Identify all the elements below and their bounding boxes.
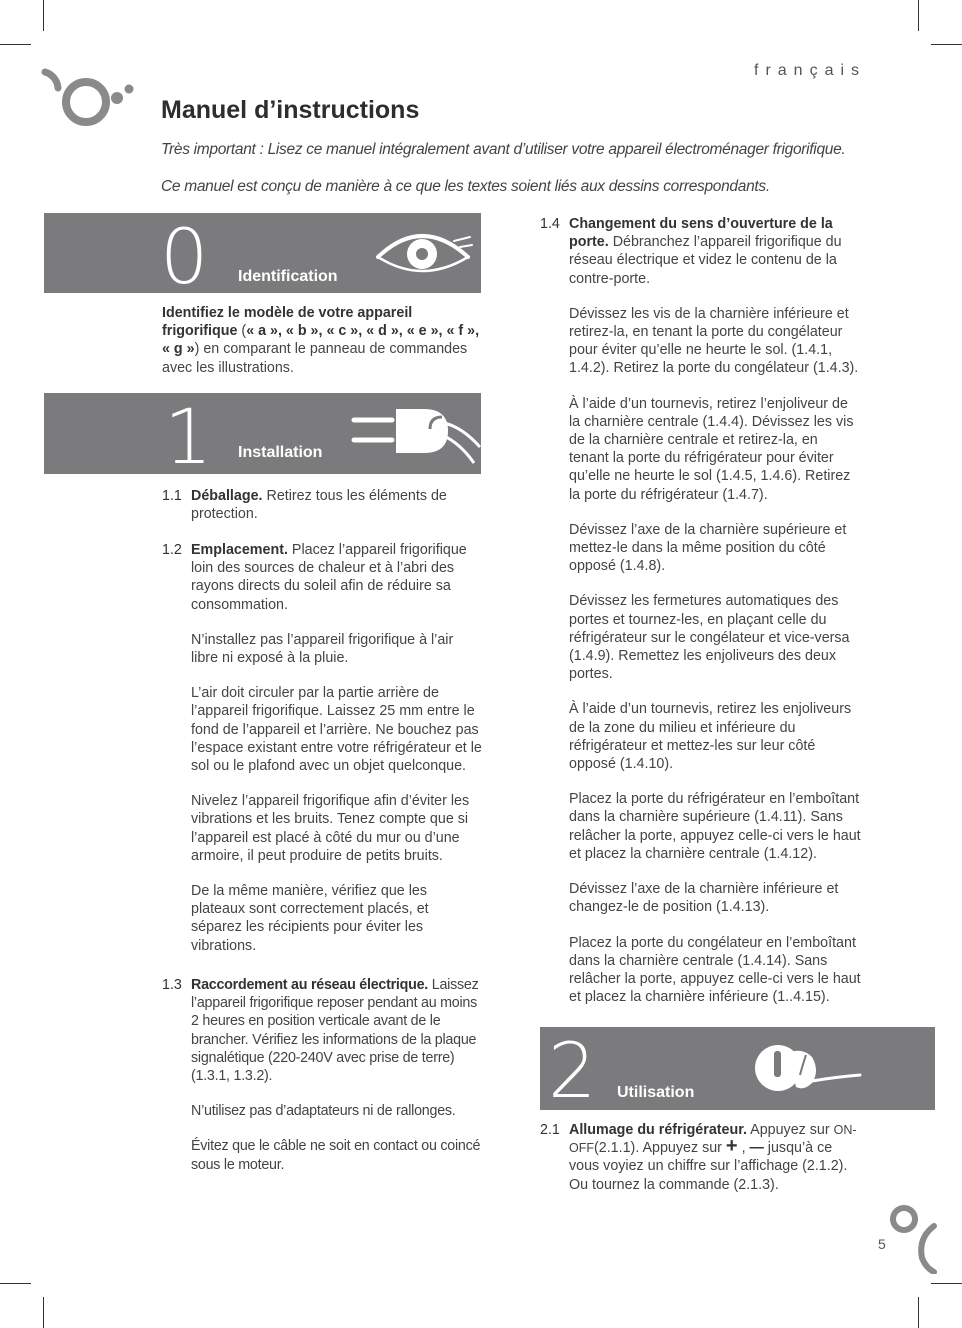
plus-icon: + — [725, 1135, 738, 1158]
crop-mark — [931, 44, 962, 45]
item-paragraph: Dévissez l’axe de la charnière inférieure et changez-le de position (1.4.13). — [569, 881, 839, 916]
item-text: , — [737, 1140, 750, 1157]
item-paragraph: À l’aide d’un tournevis, retirez l’enjoliveur de la charnière centrale (1.4.4). Dévissez les vis de la charnière centrale et retirez-la, en tenant la porte du réfrigérateur pour éviter qu’elle ne heurte le sol (1.4.5, 1.4.6). Retirez la porte du réfrigérateur (1.4.7). — [569, 395, 854, 503]
item-number: 1.4 — [540, 216, 560, 232]
item-title: Raccordement au réseau électrique. — [191, 977, 429, 993]
item-1-4 — [569, 215, 861, 1006]
item-paragraph: L’air doit circuler par la partie arrière de l’appareil frigorifique. Laissez 25 mm entre le fond de l’appareil et l’arrière. Ne bouchez pas l’espace existant entre votre réfrigérateur et le sol ou le plafond avec un objet quelconque. — [191, 685, 482, 775]
identification-models: « a », « b », « c », « d », « e », « f », « g » — [162, 323, 480, 358]
crop-mark — [0, 44, 31, 45]
crop-mark — [931, 1283, 962, 1284]
crop-mark — [918, 1297, 919, 1328]
item-1-3 — [191, 976, 483, 1174]
section-1-banner — [44, 392, 481, 481]
section-number: 0 — [160, 212, 209, 301]
item-paragraph: Placez la porte du réfrigérateur en l’emboîtant dans la charnière supérieure (1.4.11). Sans relâcher la porte, appuyez celle-ci vers le haut et placez la charnière centrale (1.4.12). — [569, 791, 861, 862]
item-title: Allumage du réfrigérateur. — [569, 1122, 747, 1138]
item-title: Changement du sens d’ouverture de la porte. — [569, 216, 833, 251]
section-0-text — [162, 304, 480, 377]
section-number: 2 — [548, 1026, 597, 1115]
item-1-1 — [191, 487, 481, 523]
page-number: 5 — [878, 1236, 886, 1252]
section-0-banner — [44, 212, 481, 301]
crop-mark — [43, 1297, 44, 1328]
item-paragraph: Dévissez les vis de la charnière inférieure et retirez-la, en tenant la porte du congélateur pour éviter qu’elle ne heurte le sol. (1.4.1, 1.4.2). Retirez la porte du congélateur (1.4.3). — [569, 305, 859, 377]
section-title: Utilisation — [617, 1084, 695, 1101]
intro-description: Ce manuel est conçu de manière à ce que les textes soient liés aux dessins correspondants. — [161, 178, 770, 195]
item-title: Emplacement. — [191, 542, 288, 558]
item-number: 1.1 — [162, 488, 182, 504]
plug-icon — [350, 403, 482, 469]
eye-icon — [372, 221, 474, 285]
identification-bold-text: Identifiez le modèle de votre appareil frigorifique — [162, 305, 413, 340]
item-text: Laissez l’appareil frigorifique reposer pendant au moins 2 heures en position verticale avant de le brancher. Vérifiez les informations de la plaque signalétique (220-240V avec prise de terre) (1.3.1, 1.3.2). — [191, 977, 479, 1085]
brand-logo-icon — [40, 64, 140, 140]
section-number: 1 — [164, 392, 213, 481]
identification-open-paren: ( — [237, 323, 247, 340]
item-text: (2.1.1). Appuyez sur — [594, 1140, 726, 1157]
intro-important: Très important : Lisez ce manuel intégralement avant d’utiliser votre appareil électroménager frigorifique. — [161, 141, 846, 158]
item-paragraph: N’installez pas l’appareil frigorifique à l’air libre ni exposé à la pluie. — [191, 631, 454, 667]
section-2-banner — [540, 1026, 935, 1115]
section-title: Installation — [238, 444, 323, 461]
item-paragraph: À l’aide d’un tournevis, retirez les enjoliveurs de la zone du milieu et inférieure du réfrigérateur et mettez-les sur leur côté opposé (1.4.10). — [569, 701, 852, 773]
minus-icon: — — [749, 1140, 764, 1157]
crop-mark — [43, 0, 44, 31]
item-number: 1.2 — [162, 542, 182, 558]
brand-logo-corner-icon — [888, 1202, 938, 1274]
crop-mark — [0, 1283, 31, 1284]
item-number: 1.3 — [162, 977, 182, 993]
item-paragraph: Nivelez l’appareil frigorifique afin d’éviter les vibrations et les bruits. Tenez compte que si l’appareil est placé à côté du mur ou d’une armoire, il peut produire de petits bruits. — [191, 793, 470, 864]
on-off-label: ON-OFF — [569, 1123, 857, 1156]
item-paragraph: Dévissez les fermetures automatiques des portes et tournez-les, en plaçant celle du réfrigérateur sur le congélateur et vice-versa (1.4.9). Remettez les enjoliveurs des deux portes. — [569, 593, 850, 683]
item-1-2 — [191, 541, 483, 955]
item-text: jusqu’à ce vous voyiez un chiffre sur l’affichage (2.1.2). Ou tournez la commande (2.1.3). — [569, 1140, 848, 1193]
section-title: Identification — [238, 268, 338, 285]
page-title: Manuel d’instructions — [161, 96, 420, 124]
power-button-finger-icon — [750, 1035, 866, 1101]
item-2-1 — [569, 1121, 861, 1194]
item-paragraph: De la même manière, vérifiez que les plateaux sont correctement placés, et séparez les récipients pour éviter les vibrations. — [191, 883, 429, 954]
identification-rest-text: ) en comparant le panneau de commandes avec les illustrations. — [162, 341, 468, 376]
language-label: français — [754, 62, 867, 79]
item-number: 2.1 — [540, 1122, 560, 1138]
item-paragraph: Dévissez l’axe de la charnière supérieure et mettez-le dans la même position du côté opposé (1.4.8). — [569, 521, 847, 575]
item-title: Déballage. — [191, 488, 263, 504]
item-paragraph: Placez la porte du congélateur en l’emboîtant dans la charnière centrale (1.4.14). Sans relâcher la porte, appuyez celle-ci vers le haut et placez la charnière inférieure (1..4.15). — [569, 934, 861, 1006]
item-text: Retirez tous les éléments de protection. — [191, 488, 447, 523]
item-text: Placez l’appareil frigorifique loin des sources de chaleur et à l’abri des rayons directs du soleil afin de réduire sa consommation. — [191, 542, 467, 613]
item-paragraph: Évitez que le câble ne soit en contact ou coincé sous le moteur. — [191, 1138, 481, 1173]
item-text: Débranchez l’appareil frigorifique du réseau électrique et videz le contenu de la contre-porte. — [569, 234, 842, 287]
item-text: Appuyez sur — [746, 1122, 834, 1138]
item-paragraph: N’utilisez pas d’adaptateurs ni de rallonges. — [191, 1103, 456, 1120]
crop-mark — [918, 0, 919, 31]
